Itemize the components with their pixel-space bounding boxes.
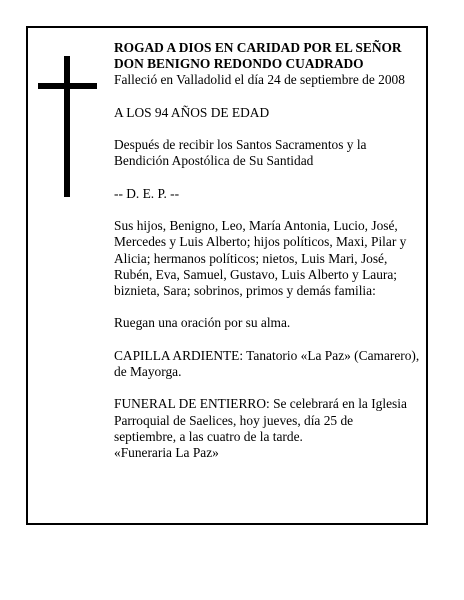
funeral-home-line: «Funeraria La Paz» xyxy=(114,444,219,460)
family-line-1: Sus hijos, Benigno, Leo, María Antonia, Lucio, José, xyxy=(114,218,398,234)
prayer-line: Ruegan una oración por su alma. xyxy=(114,315,291,331)
death-line: Falleció en Valladolid el día 24 de septiembre de 2008 xyxy=(114,72,405,88)
family-line-3: Alicia; hermanos políticos; nietos, Luis Mari, José, xyxy=(114,250,388,266)
rip-line: -- D. E. P. -- xyxy=(114,185,180,201)
funeral-line-1: FUNERAL DE ENTIERRO: Se celebrará en la Iglesia xyxy=(114,396,407,412)
heading-line-2: DON BENIGNO REDONDO CUADRADO xyxy=(114,56,364,72)
family-line-5: biznieta, Sara; sobrinos, primos y demás familia: xyxy=(114,282,376,298)
funeral-line-2: Parroquial de Saelices, hoy jueves, día 25 de xyxy=(114,412,354,428)
sacraments-line-2: Bendición Apostólica de Su Santidad xyxy=(114,153,314,169)
funeral-line-3: septiembre, a las cuatro de la tarde. xyxy=(114,428,303,444)
cross-icon-vertical-bar xyxy=(64,56,70,197)
family-line-4: Rubén, Eva, Samuel, Gustavo, Luis Alberto y Laura; xyxy=(114,266,398,282)
cross-icon-horizontal-bar xyxy=(38,83,97,89)
heading-line-1: ROGAD A DIOS EN CARIDAD POR EL SEÑOR xyxy=(114,40,402,55)
family-line-2: Mercedes y Luis Alberto; hijos políticos, Maxi, Pilar y xyxy=(114,234,407,250)
obituary-text xyxy=(114,40,436,461)
age-line: A LOS 94 AÑOS DE EDAD xyxy=(114,104,270,120)
chapel-line-1: CAPILLA ARDIENTE: Tanatorio «La Paz» (Camarero), xyxy=(114,347,420,363)
chapel-line-2: de Mayorga. xyxy=(114,363,182,379)
sacraments-line-1: Después de recibir los Santos Sacramentos y la xyxy=(114,137,367,153)
